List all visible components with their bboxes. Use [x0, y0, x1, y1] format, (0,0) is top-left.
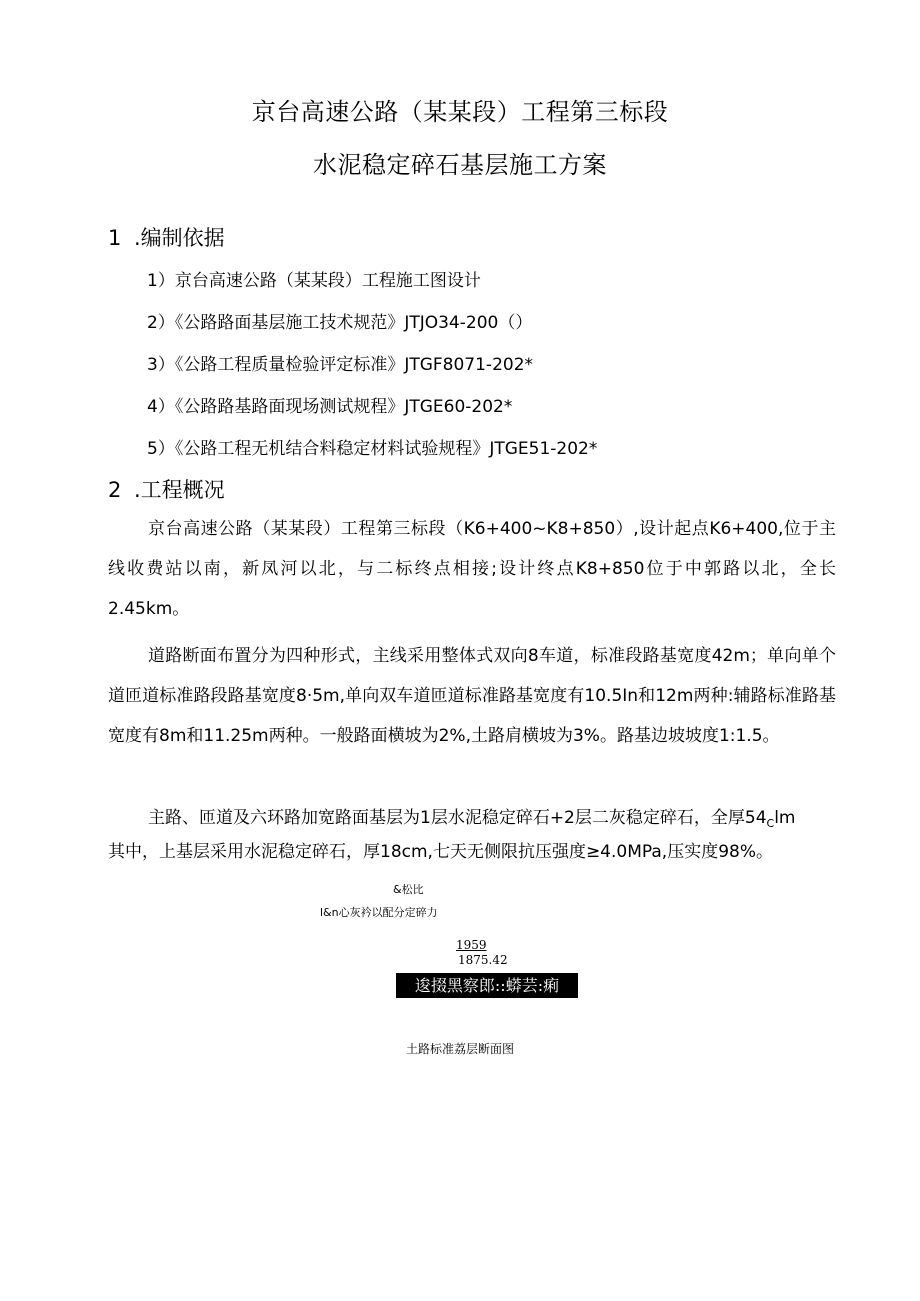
figure-label: &松比 — [393, 883, 424, 896]
overview-paragraph-2: 道路断面布置分为四种形式，主线采用整体式双向8车道，标准段路基宽度42m；单向单个道匝道标准路段路基宽度8·5m,单向双车道匝道标准路基宽度有10.5In和12m两种:辅路标准路基宽度有8m和11.25m两种。一般路面横坡为2%,土路肩横坡为3%。路基边坡坡度1:1.5。 — [108, 646, 836, 746]
subscript-text: C — [766, 817, 775, 830]
section-heading-text: .编制依据 — [134, 226, 225, 250]
reference-item: 3）《公路工程质量检验评定标准》JTGF8071-202* — [147, 355, 534, 375]
reference-item: 5）《公路工程无机结合料稳定材料试验规程》JTGE51-202* — [147, 439, 598, 459]
figure-caption: 土路标准荔层断面图 — [405, 1042, 514, 1056]
figure-label: l&n心灰衿以配分定碎力 — [320, 906, 438, 919]
overview-paragraph-1: 京台高速公路（某某段）工程第三标段（K6+400~K8+850）,设计起点K6+400,位于主线收费站以南，新凤河以北，与二标终点相接;设计终点K8+850位于中郭路以北，全长2.45km。 — [108, 519, 836, 619]
figure-number: 1959 — [456, 938, 487, 952]
section-heading-text: .工程概况 — [134, 478, 225, 502]
reference-item: 1）京台高速公路（某某段）工程施工图设计 — [147, 271, 481, 291]
document-title-line2: 水泥稳定碎石基层施工方案 — [313, 151, 607, 179]
paragraph-text: lm — [774, 808, 796, 828]
figure-dark-band: 逡掇黑察郎::蟒芸:痢 — [396, 973, 578, 998]
paragraph-text: 主路、匝道及六环路加宽路面基层为1层水泥稳定碎石+2层二灰稳定碎石，全厚54 — [148, 808, 767, 828]
section-number: 2 — [108, 478, 122, 502]
figure-number: 1875.42 — [458, 953, 508, 967]
reference-item: 2）《公路路面基层施工技术规范》JTJO34-200（） — [147, 313, 533, 333]
section-heading-overview — [108, 474, 225, 504]
section-heading-basis — [108, 222, 225, 252]
paragraph-text: 其中，上基层采用水泥稳定碎石，厚18cm,七天无侧限抗压强度≥4.0MPa,压实度98%。 — [108, 842, 773, 862]
document-title-line1: 京台高速公路（某某段）工程第三标段 — [251, 98, 669, 126]
section-number: 1 — [108, 226, 122, 250]
overview-paragraph-3 — [108, 804, 836, 866]
reference-item: 4）《公路路基路面现场测试规程》JTGE60-202* — [147, 397, 513, 417]
